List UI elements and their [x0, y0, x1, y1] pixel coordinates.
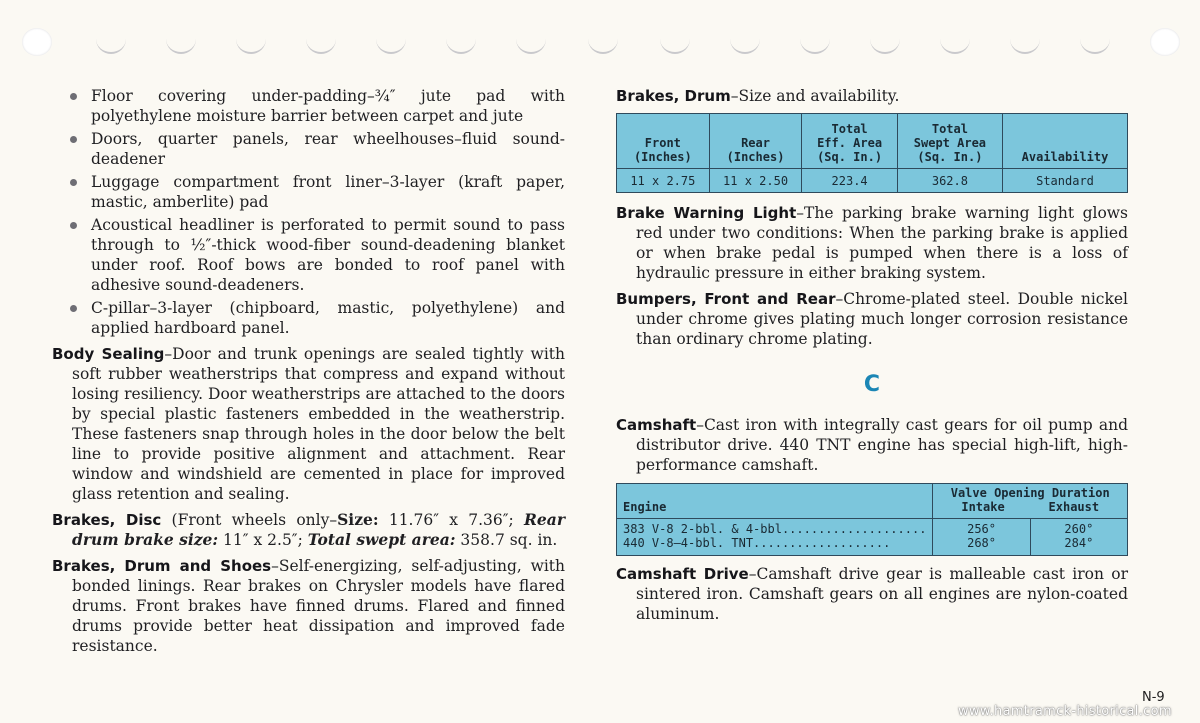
binder-hole	[730, 36, 760, 54]
watermark: www.hamtramck-historical.com	[958, 704, 1172, 719]
binder-hole	[96, 36, 126, 54]
binder-hole	[376, 36, 406, 54]
entry-term: Brakes, Disc	[52, 511, 162, 529]
table-header-row	[617, 114, 1128, 169]
binder-hole	[516, 36, 546, 54]
table-cell: 11 x 2.75	[617, 169, 710, 193]
binder-hole	[236, 36, 266, 54]
entry-term: Brake Warning Light	[616, 204, 797, 222]
entry-term: Brakes, Drum and Shoes	[52, 557, 272, 575]
intake-column-header: Intake	[961, 500, 1005, 514]
column-header: Availability	[1003, 114, 1128, 169]
exhaust-column-header: Exhaust	[1048, 500, 1100, 514]
list-item	[52, 129, 565, 169]
entry-text: –Size and availability.	[730, 87, 900, 105]
list-item-text: Doors, quarter panels, rear wheelhouses–fluid sound-deadener	[91, 130, 565, 168]
binder-hole	[446, 36, 476, 54]
entry-term: Brakes, Drum	[616, 87, 731, 105]
list-item-text: Luggage compartment front liner–3-layer (kraft paper, mastic, amberlite) pad	[91, 173, 565, 211]
list-item	[52, 172, 565, 212]
section-letter: C	[863, 372, 881, 397]
binder-hole	[800, 36, 830, 54]
binder-hole	[1010, 36, 1040, 54]
intake-value: 268°	[967, 536, 997, 550]
binder-hole	[660, 36, 690, 54]
right-column	[616, 86, 1128, 630]
column-header: Total Swept Area (Sq. In.)	[897, 114, 1002, 169]
binder-hole	[940, 36, 970, 54]
table-row	[617, 519, 1128, 556]
bullet-icon	[70, 136, 77, 143]
camshaft-drive-entry	[616, 564, 1128, 624]
table-cell: Standard	[1003, 169, 1128, 193]
exhaust-cell	[1030, 519, 1127, 556]
engine-column-header: Engine	[617, 484, 933, 519]
binder-hole	[588, 36, 618, 54]
entry-text: –The parking brake warning light glows red under two conditions: When the parking brake is applied or when brake pedal is pumped when there is a loss of hydraulic pressure in either braking system.	[636, 204, 1128, 282]
entry-text: –Chrome-plated steel. Double nickel under chrome gives plating much longer corrosion resistance than ordinary chrome plating.	[636, 290, 1128, 348]
table-cell: 223.4	[802, 169, 897, 193]
exhaust-value: 284°	[1064, 536, 1094, 550]
entry-term: Bumpers, Front and Rear	[616, 290, 836, 308]
engine-name: 440 V-8–4-bbl. TNT...................	[623, 536, 891, 550]
binder-hole	[1080, 36, 1110, 54]
list-item	[52, 298, 565, 338]
rear-size-label: Rear drum brake size:	[72, 510, 565, 549]
table-cell: 362.8	[897, 169, 1002, 193]
entry-text: –Cast iron with integrally cast gears for oil pump and distributor drive. 440 TNT engine has special high-lift, high-performance camshaft.	[636, 416, 1128, 474]
size-label: Size:	[337, 510, 379, 529]
entry-text: –Door and trunk openings are sealed tightly with soft rubber weatherstrips that compress and expand without losing resiliency. Door weatherstrips are attached to the doors by special plastic fasteners embedded in the weatherstrip. These fasteners snap through holes in the door below the belt line to provide positive alignment and attachment. Rear window and windshield are cemented in place for improved glass retention and sealing.	[72, 345, 565, 503]
brake-drum-table	[616, 113, 1128, 193]
entry-text: –Self-energizing, self-adjusting, with bonded linings. Rear brakes on Chrysler models have flared drums. Front brakes have finned drums. Flared and finned drums provide better heat dissipation and improved fade resistance.	[72, 557, 566, 655]
entry-text: (Front wheels only–	[161, 511, 338, 529]
column-header: Total Eff. Area (Sq. In.)	[802, 114, 897, 169]
table-row	[617, 169, 1128, 193]
page-number: N-9	[1142, 690, 1165, 705]
bullet-icon	[70, 179, 77, 186]
entry-term: Camshaft Drive	[616, 565, 749, 583]
size-value: 11.76″ x 7.36″;	[378, 511, 525, 529]
list-item-text: C-pillar–3-layer (chipboard, mastic, polyethylene) and applied hardboard panel.	[91, 299, 565, 337]
intake-value: 256°	[967, 522, 997, 536]
rear-size-value: 11″ x 2.5″;	[218, 531, 308, 549]
binder-hole	[166, 36, 196, 54]
engine-name: 383 V-8 2-bbl. & 4-bbl....................	[623, 522, 927, 536]
list-item-text: Floor covering under-padding–¾″ jute pad with polyethylene moisture barrier between carpet and jute	[91, 87, 565, 125]
valve-duration-title: Valve Opening Duration	[950, 486, 1110, 500]
sound-deadening-list	[52, 86, 565, 338]
intake-cell	[933, 519, 1030, 556]
binder-holes	[0, 0, 1200, 70]
valve-duration-header	[933, 484, 1128, 519]
list-item	[52, 215, 565, 295]
bumpers-entry	[616, 289, 1128, 349]
bullet-icon	[70, 93, 77, 100]
left-column	[52, 86, 565, 662]
entry-term: Camshaft	[616, 416, 697, 434]
engine-cell	[617, 519, 933, 556]
column-header: Front (Inches)	[617, 114, 710, 169]
bullet-icon	[70, 305, 77, 312]
entry-term: Body Sealing	[52, 345, 165, 363]
entry-text: –Camshaft drive gear is malleable cast iron or sintered iron. Camshaft gears on all engines are nylon-coated aluminum.	[636, 565, 1128, 623]
binder-hole	[1150, 28, 1180, 56]
bullet-icon	[70, 222, 77, 229]
brake-warning-light-entry	[616, 203, 1128, 283]
binder-hole	[22, 28, 52, 56]
binder-hole	[870, 36, 900, 54]
list-item-text: Acoustical headliner is perforated to permit sound to pass through to ½″-thick wood-fiber sound-deadening blanket under roof. Roof bows are bonded to roof panel with adhesive sound-deadeners.	[91, 216, 565, 294]
swept-area-label: Total swept area:	[307, 530, 456, 549]
camshaft-entry	[616, 415, 1128, 475]
binder-hole	[306, 36, 336, 54]
table-header-row	[617, 484, 1128, 519]
table-cell: 11 x 2.50	[709, 169, 802, 193]
list-item	[52, 86, 565, 126]
brakes-drum-entry	[616, 86, 1128, 106]
swept-area-value: 358.7 sq. in.	[455, 531, 558, 549]
column-header: Rear (Inches)	[709, 114, 802, 169]
brakes-drum-shoes-entry	[52, 556, 565, 656]
brakes-disc-entry	[52, 510, 565, 550]
valve-duration-table	[616, 483, 1128, 556]
body-sealing-entry	[52, 344, 565, 504]
exhaust-value: 260°	[1064, 522, 1094, 536]
